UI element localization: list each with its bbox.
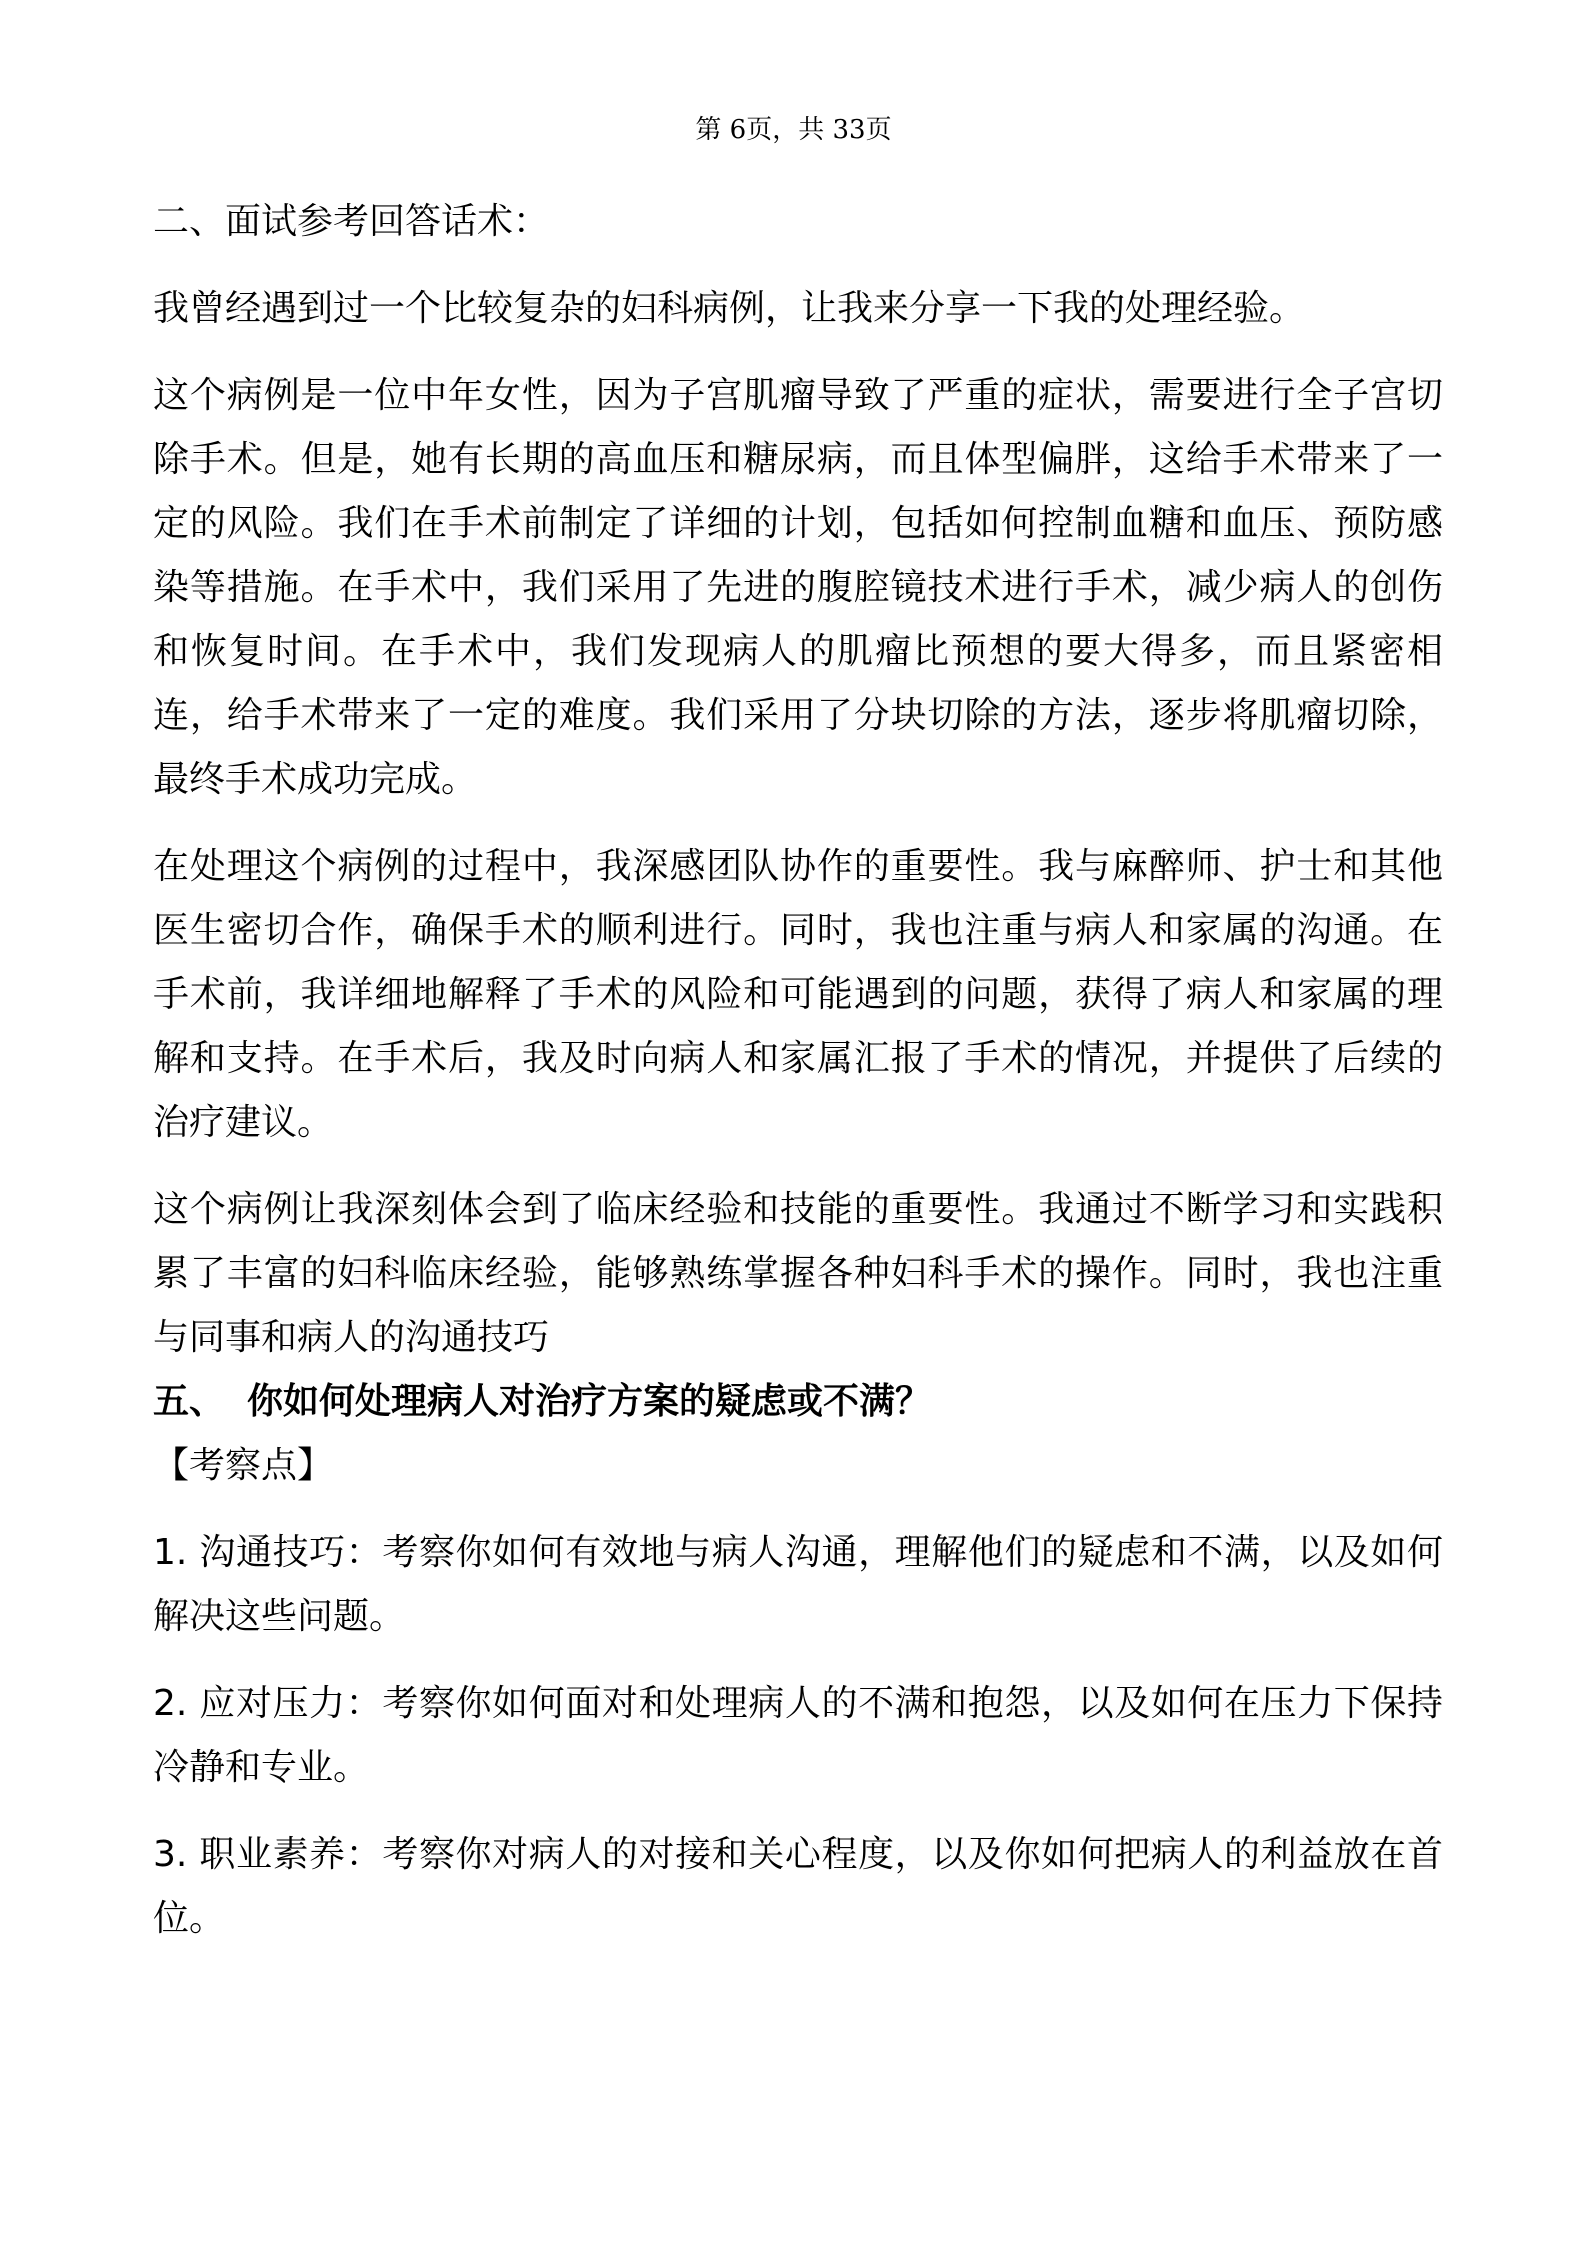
assessment-point: 2. 应对压力：考察你如何面对和处理病人的不满和抱怨，以及如何在压力下保持冷静和专业。 <box>153 1683 1443 1788</box>
page-number: 第 6页，共 33页 <box>695 115 892 145</box>
question-heading <box>153 1370 1443 1434</box>
answer-paragraph: 这个病例是一位中年女性，因为子宫肌瘤导致了严重的症状，需要进行全子宫切除手术。但是，她有长期的高血压和糖尿病，而且体型偏胖，这给手术带来了一定的风险。我们在手术前制定了详细的计划，包括如何控制血糖和血压、预防感染等措施。在手术中，我们采用了先进的腹腔镜技术进行手术，减少病人的创伤和恢复时间。在手术中，我们发现病人的肌瘤比预想的要大得多，而且紧密相连，给手术带来了一定的难度。我们采用了分块切除的方法，逐步将肌瘤切除，最终手术成功完成。 <box>153 375 1443 800</box>
answer-paragraph: 我曾经遇到过一个比较复杂的妇科病例，让我来分享一下我的处理经验。 <box>153 288 1306 329</box>
question-number: 五、 <box>153 1381 226 1422</box>
assessment-point: 3. 职业素养：考察你对病人的对接和关心程度，以及你如何把病人的利益放在首位。 <box>153 1834 1443 1939</box>
question-text: 你如何处理病人对治疗方案的疑虑或不满？ <box>247 1381 932 1422</box>
answer-paragraph: 在处理这个病例的过程中，我深感团队协作的重要性。我与麻醉师、护士和其他医生密切合作，确保手术的顺利进行。同时，我也注重与病人和家属的沟通。在手术前，我详细地解释了手术的风险和可能遇到的问题，获得了病人和家属的理解和支持。在手术后，我及时向病人和家属汇报了手术的情况，并提供了后续的治疗建议。 <box>153 846 1443 1143</box>
answer-heading: 二、面试参考回答话术： <box>153 201 550 242</box>
document-body <box>153 190 1443 1951</box>
assessment-point: 1. 沟通技巧：考察你如何有效地与病人沟通，理解他们的疑虑和不满，以及如何解决这些问题。 <box>153 1532 1443 1637</box>
points-label: 【考察点】 <box>153 1445 334 1486</box>
answer-paragraph: 这个病例让我深刻体会到了临床经验和技能的重要性。我通过不断学习和实践积累了丰富的妇科临床经验，能够熟练掌握各种妇科手术的操作。同时，我也注重与同事和病人的沟通技巧 <box>153 1189 1443 1358</box>
